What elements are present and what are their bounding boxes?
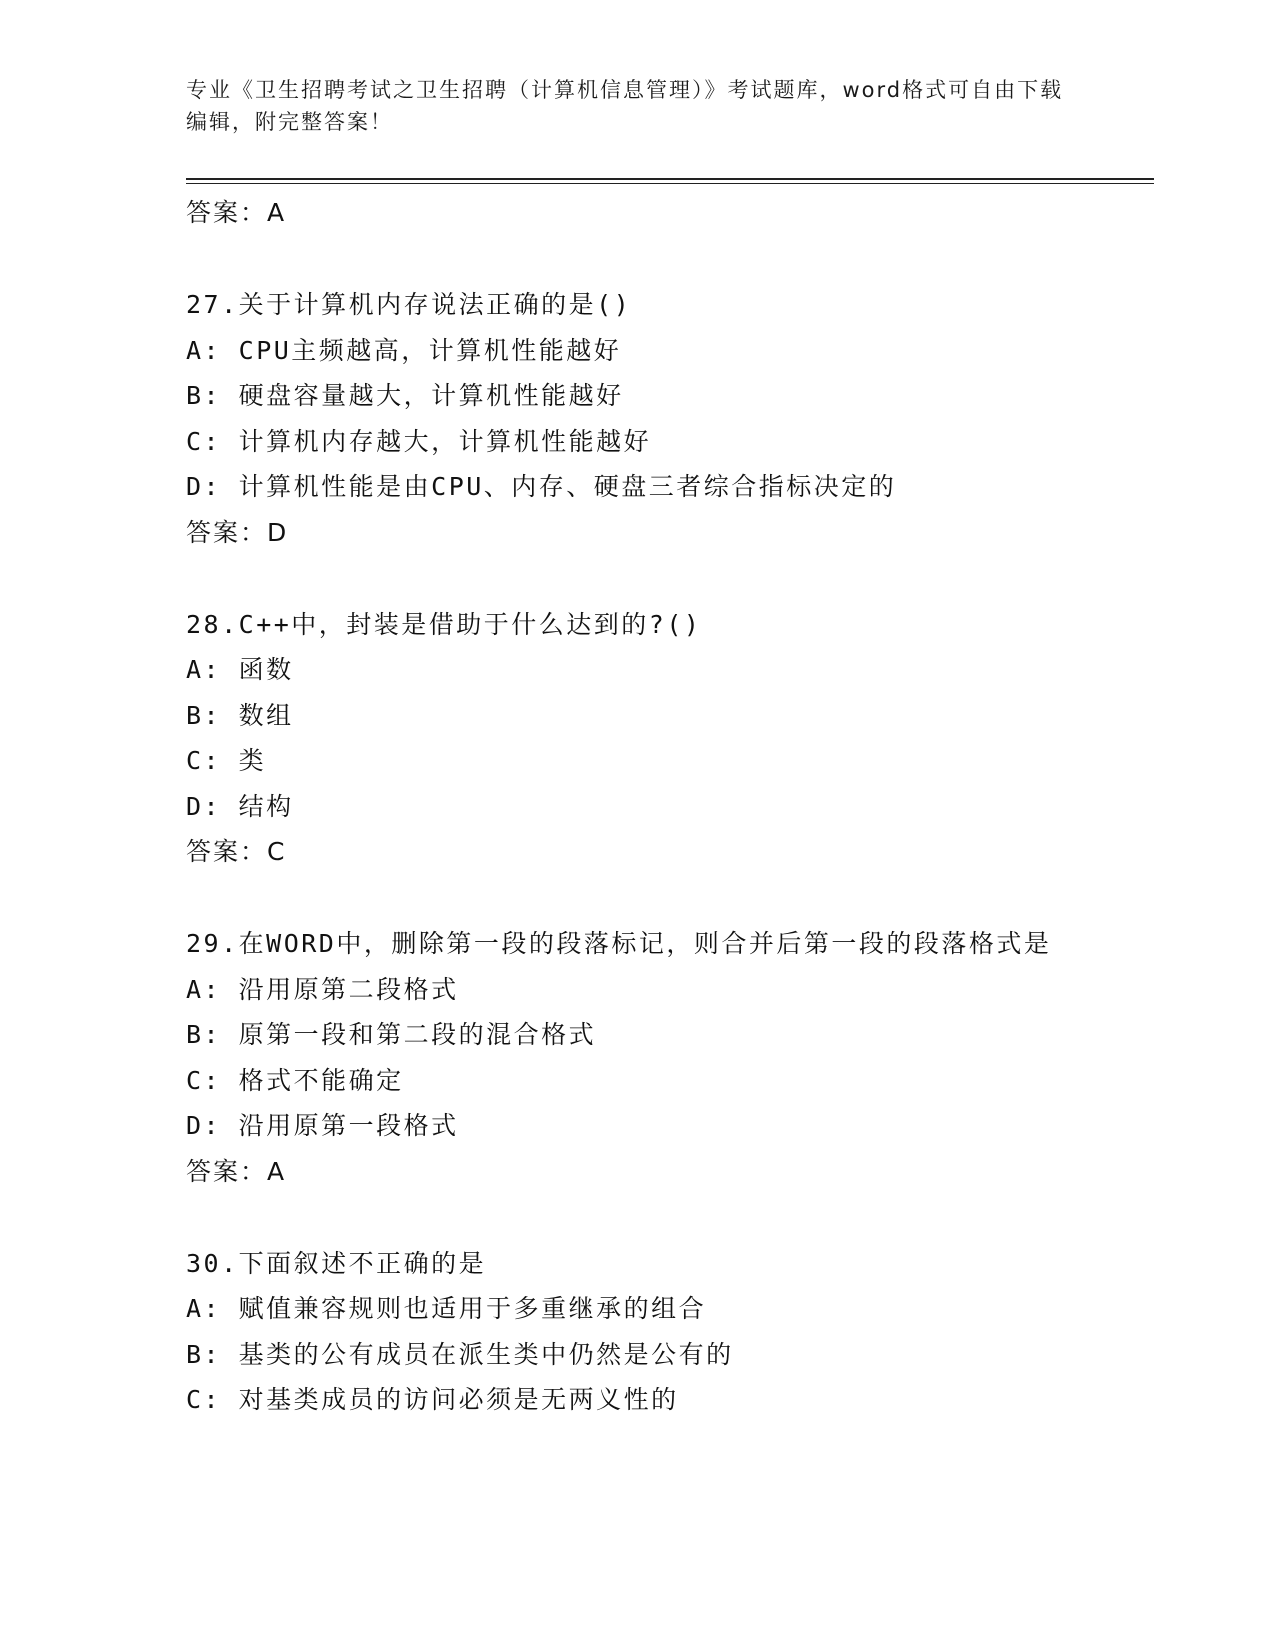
header-rule-thin [186, 183, 1154, 184]
question-block [186, 921, 1086, 1195]
option-b: B: 硬盘容量越大，计算机性能越好 [186, 381, 624, 410]
blank-line [186, 236, 1086, 282]
answer-line: 答案：A [186, 1156, 287, 1186]
question-text: 27.关于计算机内存说法正确的是() [186, 290, 632, 319]
option-a: A: CPU主频越高，计算机性能越好 [186, 335, 622, 365]
question-text: 28.C++中，封装是借助于什么达到的?() [186, 609, 702, 639]
option-a: A: 赋值兼容规则也适用于多重继承的组合 [186, 1294, 707, 1323]
answer-line: 答案：D [186, 517, 289, 547]
header-rule-thick [186, 178, 1154, 180]
question-text: 29.在WORD中，删除第一段的段落标记，则合并后第一段的段落格式是 [186, 929, 1052, 958]
question-text: 30.下面叙述不正确的是 [186, 1248, 487, 1278]
option-c: C: 格式不能确定 [186, 1065, 404, 1095]
question-block [186, 282, 1086, 556]
document-header: 专业《卫生招聘考试之卫生招聘（计算机信息管理）》考试题库，word格式可自由下载编辑，附完整答案！ [186, 78, 1064, 134]
option-c: C: 计算机内存越大，计算机性能越好 [186, 426, 652, 456]
option-a: A: 函数 [186, 655, 294, 684]
option-a: A: 沿用原第二段格式 [186, 974, 459, 1004]
question-block [186, 602, 1086, 876]
blank-line [186, 1195, 1086, 1241]
question-list [186, 190, 1086, 1423]
option-d: D: 计算机性能是由CPU、内存、硬盘三者综合指标决定的 [186, 472, 897, 501]
option-c: C: 类 [186, 746, 267, 775]
option-b: B: 原第一段和第二段的混合格式 [186, 1020, 597, 1049]
option-d: D: 结构 [186, 791, 294, 821]
option-c: C: 对基类成员的访问必须是无两义性的 [186, 1385, 679, 1414]
answer-line: 答案：A [186, 198, 287, 227]
blank-line [186, 875, 1086, 921]
option-b: B: 数组 [186, 700, 294, 730]
option-d: D: 沿用原第一段格式 [186, 1111, 459, 1140]
answer-line: 答案：C [186, 837, 287, 866]
blank-line [186, 556, 1086, 602]
question-block [186, 1241, 1086, 1423]
option-b: B: 基类的公有成员在派生类中仍然是公有的 [186, 1339, 734, 1369]
